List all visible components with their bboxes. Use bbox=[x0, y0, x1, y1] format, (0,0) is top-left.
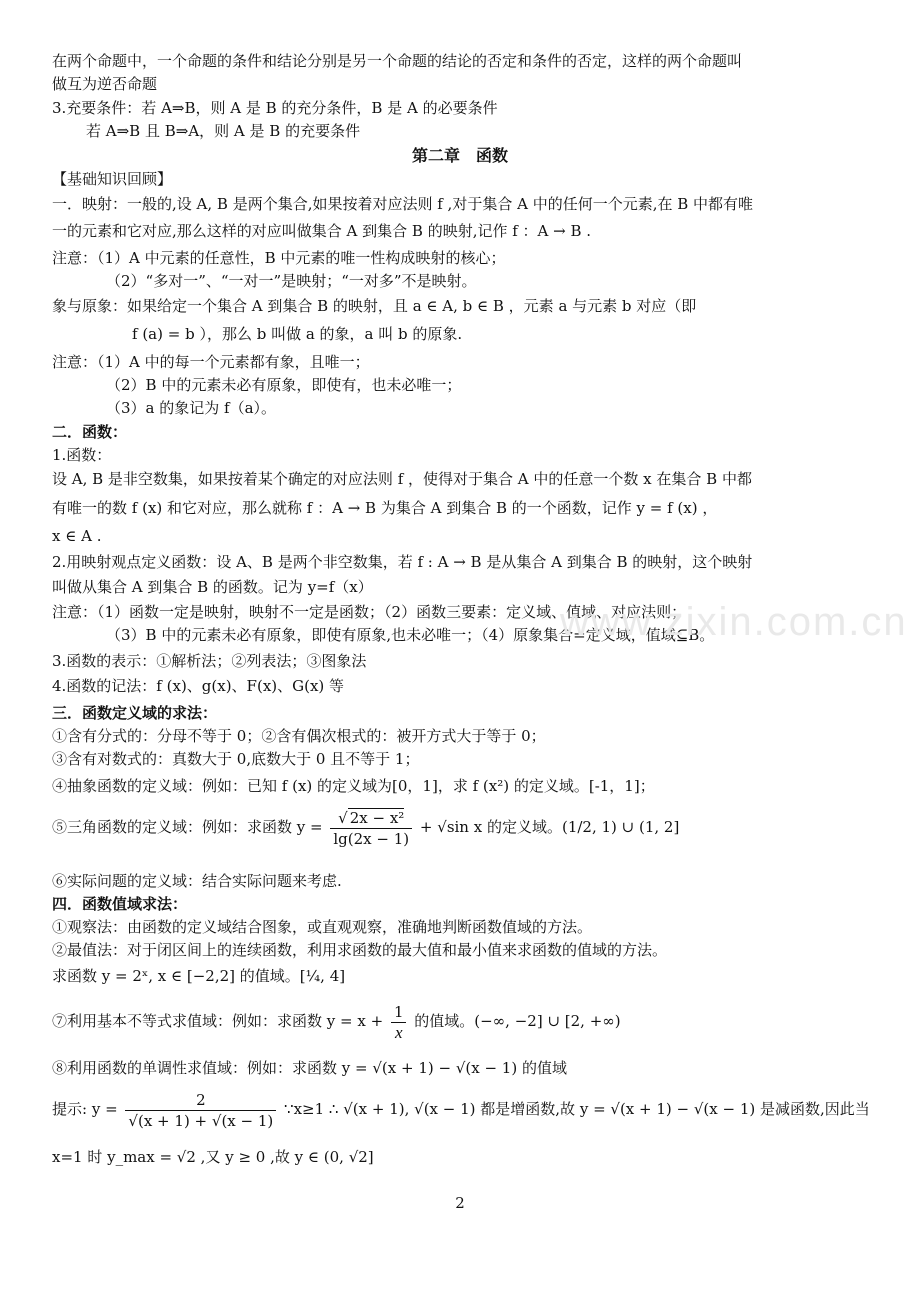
formula-intro: ⑦利用基本不等式求值域：例如：求函数 y = x + bbox=[52, 1012, 384, 1030]
text-line: 1.函数： bbox=[52, 446, 112, 464]
fraction-denominator: x bbox=[394, 1022, 403, 1042]
text-line: 求函数 y = 2ˣ, x ∈ [−2,2] 的值域。[¼, 4] bbox=[52, 967, 346, 985]
text-line: 一的元素和它对应,那么这样的对应叫做集合 A 到集合 B 的映射,记作 f ：A → B . bbox=[52, 222, 592, 240]
formula-line bbox=[52, 806, 880, 852]
formula-intro: 提示: y = bbox=[52, 1100, 118, 1118]
formula-intro: ⑤三角函数的定义域：例如：求函数 y = bbox=[52, 818, 323, 836]
text-line: （3）B 中的元素未必有原象，即使有原象,也未必唯一；（4）原象集合=定义域，值域⊆B。 bbox=[106, 626, 715, 644]
radicand: 2x − x² bbox=[349, 808, 405, 827]
text-line: f (a) = b ），那么 b 叫做 a 的象，a 叫 b 的原象. bbox=[132, 325, 463, 343]
text-line: 在两个命题中，一个命题的条件和结论分别是另一个命题的结论的否定和条件的否定，这样的两个命题叫 bbox=[52, 52, 743, 70]
text-line: x=1 时 y_max = √2 ,又 y ≥ 0 ,故 y ∈ (0, √2] bbox=[52, 1148, 374, 1166]
section-heading: 三．函数定义域的求法： bbox=[52, 704, 218, 722]
formula-tail: + √sin x 的定义域。(1/2, 1) ∪ (1, 2] bbox=[419, 818, 680, 836]
page-number: 2 bbox=[455, 1194, 465, 1212]
fraction-numerator: 2 bbox=[125, 1090, 276, 1111]
formula-tail: ∵x≥1 ∴ √(x + 1), √(x − 1) 都是增函数,故 y = √(x + 1) − √(x − 1) 是减函数,因此当 bbox=[284, 1100, 870, 1118]
formula-line bbox=[52, 1000, 880, 1046]
text-line: 做互为逆否命题 bbox=[52, 75, 158, 93]
text-line: 注意：（1）函数一定是映射，映射不一定是函数；（2）函数三要素：定义域、值域、对应法则； bbox=[52, 603, 687, 621]
text-line: ④抽象函数的定义域：例如：已知 f (x) 的定义域为[0，1]，求 f (x²) 的定义域。[-1，1]； bbox=[52, 777, 655, 795]
text-line: 若 A⇒B 且 B⇒A，则 A 是 B 的充要条件 bbox=[86, 122, 361, 140]
watermark: www.zixin.com.cn bbox=[560, 600, 908, 644]
fraction-numerator: 1 bbox=[391, 1002, 407, 1023]
text-line: ①含有分式的：分母不等于 0；②含有偶次根式的：被开方式大于等于 0； bbox=[52, 727, 546, 745]
fraction bbox=[330, 808, 412, 849]
text-line: ②最值法：对于闭区间上的连续函数，利用求函数的最大值和最小值来求函数的值域的方法。 bbox=[52, 941, 668, 959]
text-line: （3）a 的象记为 f（a）。 bbox=[106, 399, 277, 417]
formula-line bbox=[52, 1088, 880, 1134]
text-line: x ∈ A . bbox=[52, 527, 102, 545]
text-line: （2）“多对一”、“一对一”是映射；“一对多”不是映射。 bbox=[106, 272, 477, 290]
section-heading: 四．函数值域求法： bbox=[52, 895, 188, 913]
fraction-denominator: √(x + 1) + √(x − 1) bbox=[128, 1111, 274, 1130]
text-line: 一．映射：一般的,设 A, B 是两个集合,如果按着对应法则 f ,对于集合 A 中的任何一个元素,在 B 中都有唯 bbox=[52, 195, 754, 213]
fraction-denominator: lg(2x − 1) bbox=[333, 829, 410, 848]
text-line: 3.充要条件：若 A⇒B，则 A 是 B 的充分条件，B 是 A 的必要条件 bbox=[52, 99, 498, 117]
fraction bbox=[391, 1002, 407, 1043]
section-heading: 二．函数： bbox=[52, 423, 128, 441]
text-line: 象与原象：如果给定一个集合 A 到集合 B 的映射，且 a ∈ A, b ∈ B ，元素 a 与元素 b 对应（即 bbox=[52, 297, 697, 315]
text-line: ③含有对数式的：真数大于 0,底数大于 0 且不等于 1； bbox=[52, 750, 420, 768]
text-line: 叫做从集合 A 到集合 B 的函数。记为 y=f（x） bbox=[52, 578, 373, 596]
text-line: ⑥实际问题的定义域：结合实际问题来考虑. bbox=[52, 872, 342, 890]
text-line: 4.函数的记法：f (x)、g(x)、F(x)、G(x) 等 bbox=[52, 677, 345, 695]
text-line: 设 A, B 是非空数集，如果按着某个确定的对应法则 f ，使得对于集合 A 中的任意一个数 x 在集合 B 中都 bbox=[52, 470, 752, 488]
fraction bbox=[125, 1090, 276, 1131]
section-heading: 【基础知识回顾】 bbox=[52, 170, 173, 188]
text-line: 注意：（1）A 中的每一个元素都有象，且唯一； bbox=[52, 353, 370, 371]
chapter-title: 第二章 函数 bbox=[411, 146, 508, 165]
text-line: （2）B 中的元素未必有原象，即使有，也未必唯一； bbox=[106, 376, 462, 394]
text-line: 注意：（1）A 中元素的任意性，B 中元素的唯一性构成映射的核心； bbox=[52, 249, 506, 267]
text-line: 有唯一的数 f (x) 和它对应，那么就称 f ：A → B 为集合 A 到集合 B 的一个函数，记作 y = f (x) ， bbox=[52, 499, 718, 517]
text-line: 2.用映射观点定义函数：设 A、B 是两个非空数集，若 f : A → B 是从集合 A 到集合 B 的映射，这个映射 bbox=[52, 553, 753, 571]
text-line: ⑧利用函数的单调性求值域：例如：求函数 y = √(x + 1) − √(x − 1) 的值域 bbox=[52, 1059, 567, 1077]
formula-tail: 的值域。(−∞, −2] ∪ [2, +∞) bbox=[414, 1012, 621, 1030]
text-line: 3.函数的表示：①解析法；②列表法；③图象法 bbox=[52, 652, 367, 670]
fraction-numerator: √ 2x − x² bbox=[330, 808, 412, 829]
text-line: ①观察法：由函数的定义域结合图象，或直观观察，准确地判断函数值域的方法。 bbox=[52, 918, 593, 936]
